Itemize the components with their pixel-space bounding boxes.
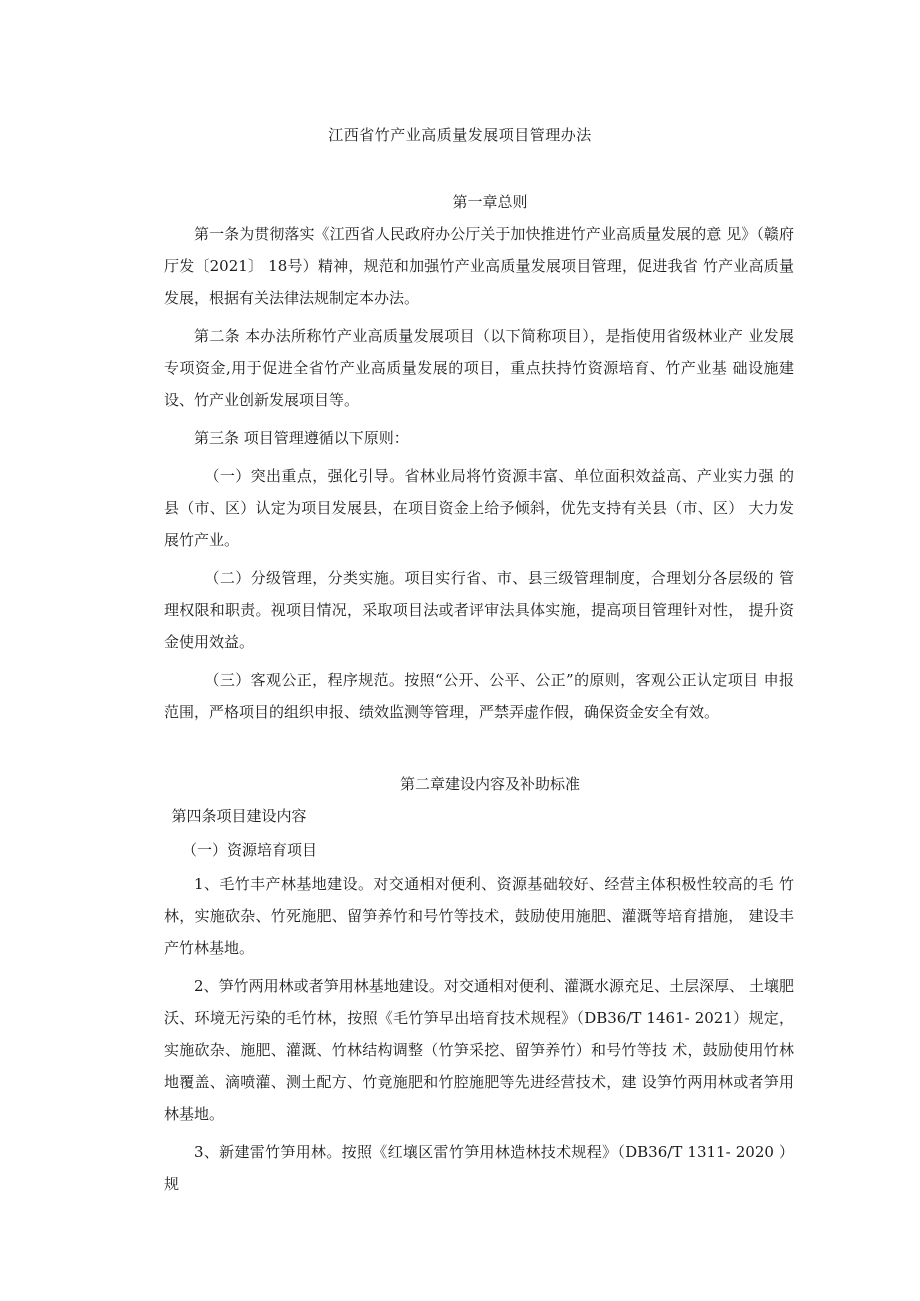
- principle3-paragraph: （三）客观公正，程序规范。按照“公开、公平、公正”的原则，客观公正认定项目 申报范围，严格项目的组织申报、绩效监测等管理，严禁弄虚作假，确保资金安全有效。: [164, 671, 794, 721]
- chapter1-heading: 第一章总则: [452, 193, 528, 211]
- article3-paragraph: 第三条 项目管理遵循以下原则：: [194, 429, 409, 447]
- item1-paragraph: 1、毛竹丰产林基地建设。对交通相对便利、资源基础较好、经营主体积极性较高的毛 竹林，实施砍杂、竹死施肥、留笋养竹和号竹等技术，鼓励使用施肥、灌溉等培育措施， 建设丰产竹林基地。: [164, 875, 794, 957]
- item2-paragraph: 2、笋竹两用林或者笋用林基地建设。对交通相对便利、灌溉水源充足、土层深厚、 土壤肥沃、环境无污染的毛竹林，按照《毛竹笋早出培育技术规程》（DB36/T 1461- 2021）规定，实施砍杂、施肥、灌溉、竹林结构调整（竹笋采挖、留笋养竹）和号竹等技 术，鼓励使用竹林地覆盖、滴喷灌、测土配方、竹竟施肥和竹腔施肥等先进经营技术，建 设笋竹两用林或者笋用林基地。: [164, 977, 794, 1123]
- principle2-paragraph: （二）分级管理，分类实施。项目实行省、市、县三级管理制度，合理划分各层级的 管理权限和职责。视项目情况，采取项目法或者评审法具体实施，提高项目管理针对性， 提升资金使用效益。: [164, 569, 794, 651]
- section1-heading: （一）资源培育项目: [182, 841, 318, 859]
- principle1-paragraph: （一）突出重点，强化引导。省林业局将竹资源丰富、单位面积效益高、产业实力强 的县（市、区）认定为项目发展县，在项目资金上给予倾斜，优先支持有关县（市、区） 大力发展竹产业。: [164, 467, 794, 549]
- article1-paragraph: 第一条为贯彻落实《江西省人民政府办公厅关于加快推进竹产业高质量发展的意 见》（赣府厅发〔2021〕 18号）精神，规范和加强竹产业高质量发展项目管理，促进我省 竹产业高质量发展，根据有关法律法规制定本办法。: [164, 225, 794, 307]
- article2-paragraph: 第二条 本办法所称竹产业高质量发展项目（以下简称项目），是指使用省级林业产 业发展专项资金,用于促进全省竹产业高质量发展的项目，重点扶持竹资源培育、竹产业基 础设施建设、竹产业创新发展项目等。: [164, 327, 794, 409]
- article4-heading: 第四条项目建设内容: [171, 807, 307, 825]
- document-body: [164, 186, 794, 1206]
- section-spacer: [164, 734, 794, 768]
- item3-paragraph: 3、新建雷竹笋用林。按照《红壤区雷竹笋用林造林技术规程》（DB36/T 1311- 2020 ）规: [164, 1143, 794, 1193]
- document-title: 江西省竹产业高质量发展项目管理办法: [328, 126, 592, 144]
- chapter2-heading: 第二章建设内容及补助标准: [399, 775, 580, 793]
